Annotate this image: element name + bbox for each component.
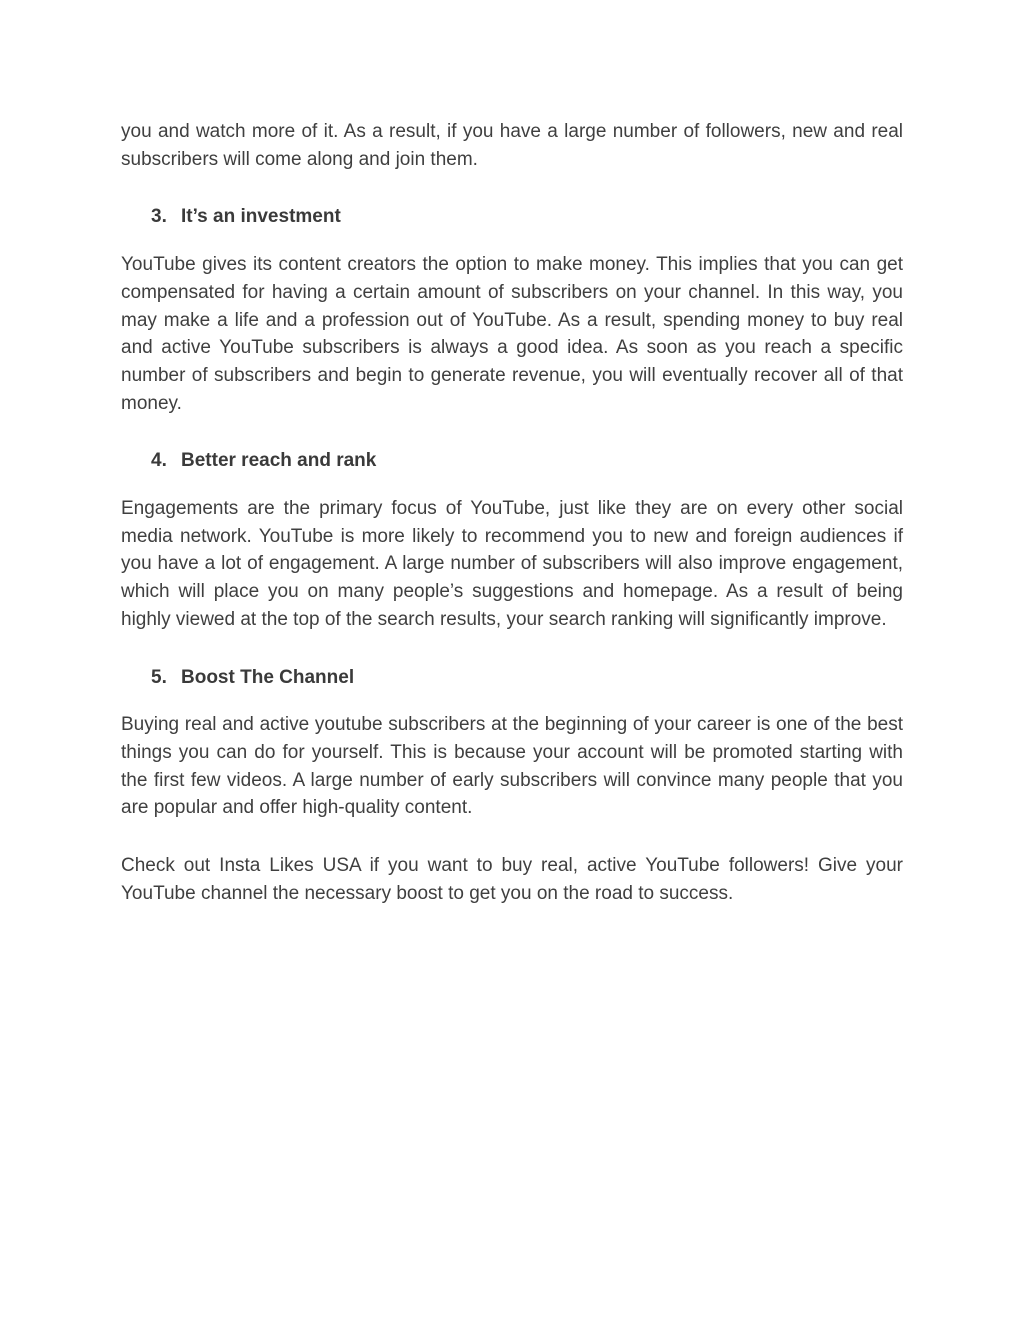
list-number: 3. — [151, 206, 167, 228]
section-heading-investment — [121, 203, 903, 231]
section-heading-boost — [121, 664, 903, 692]
heading-text: It’s an investment — [181, 206, 341, 228]
reach-paragraph: Engagements are the primary focus of YouTube, just like they are on every other social media network. YouTube is more likely to recommend you to new and foreign audiences if you have a lot of engagement. A large number of subscribers will also improve engagement, which will place you on many people’s suggestions and homepage. As a result of being highly viewed at the top of the search results, your search ranking will significantly improve. — [121, 498, 903, 630]
list-number: 5. — [151, 666, 167, 688]
heading-text: Boost The Channel — [181, 666, 355, 688]
document-page — [121, 118, 903, 907]
closing-paragraph: Check out Insta Likes USA if you want to buy real, active YouTube followers! Give your YouTube channel the necessary boost to get you on the road to success. — [121, 855, 903, 904]
list-number: 4. — [151, 450, 167, 472]
paragraph-spacer — [121, 822, 903, 852]
investment-paragraph: YouTube gives its content creators the option to make money. This implies that you can get compensated for having a certain amount of subscribers on your channel. In this way, you may make a life and a profession out of YouTube. As a result, spending money to buy real and active YouTube subscribers is always a good idea. As soon as you reach a specific number of subscribers and begin to generate revenue, you will eventually recover all of that money. — [121, 254, 903, 414]
boost-paragraph: Buying real and active youtube subscribers at the beginning of your career is one of the best things you can do for yourself. This is because your account will be promoted starting with the first few videos. A large number of early subscribers will convince many people that you are popular and offer high-quality content. — [121, 714, 903, 819]
intro-paragraph: you and watch more of it. As a result, if you have a large number of followers, new and real subscribers will come along and join them. — [121, 121, 903, 170]
heading-text: Better reach and rank — [181, 450, 377, 472]
section-heading-reach — [121, 447, 903, 475]
